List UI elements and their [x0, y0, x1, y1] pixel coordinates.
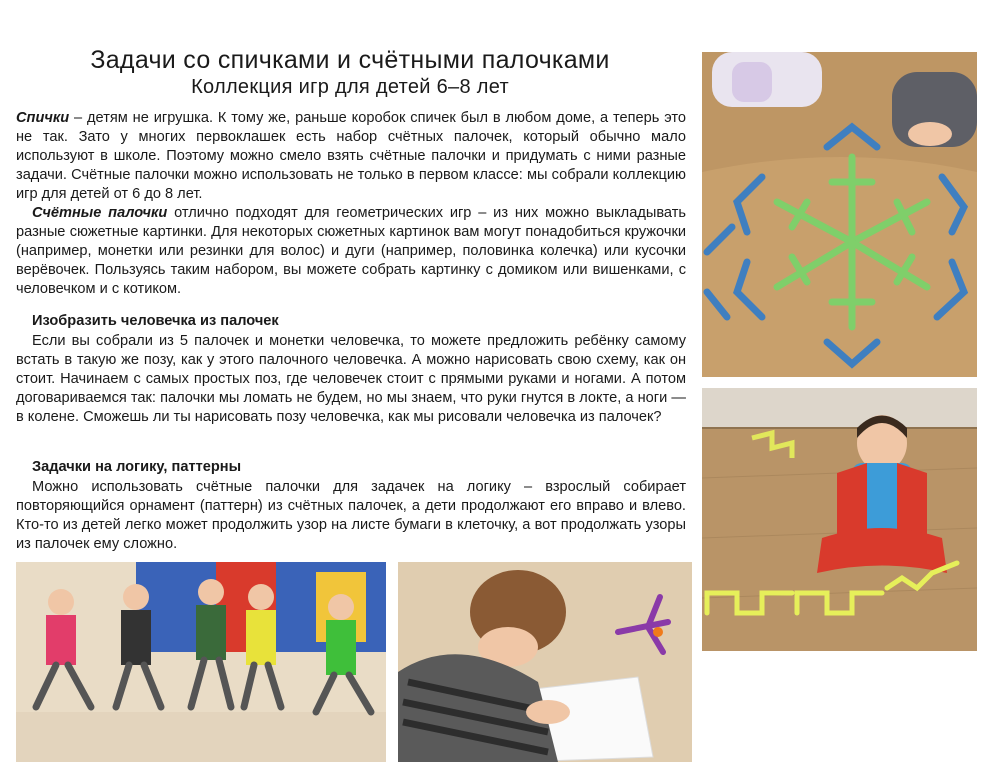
intro-lead-matches: Спички	[16, 110, 70, 126]
section2-heading: Задачки на логику, паттерны	[32, 459, 242, 475]
section2-text	[16, 478, 686, 554]
intro-text	[16, 109, 686, 299]
photo-boy-drawing	[398, 562, 692, 762]
section1-text	[16, 332, 686, 427]
section1-paragraph: Если вы собрали из 5 палочек и монетки человечка, то можете предложить ребёнку самому встать в такую же позу, как у этого палочного человечка. А можно нарисовать свою схему, как он стоит. Начинаем с самых простых поз, где человечек стоит с прямыми руками и ногами. А потом договариваемся так: палочки мы ломать не будем, но мы знаем, что руки гнутся в локте, а ноги — в колене. Сможешь ли ты нарисовать позу человечка, как мы рисовали человечка из палочек?	[16, 333, 686, 425]
photo-stick-snowflake	[702, 52, 977, 377]
intro-lead-sticks: Счётные палочки	[32, 205, 168, 221]
photo-boy-with-pattern	[702, 388, 977, 651]
intro-paragraph-1	[16, 109, 686, 204]
section1-heading: Изобразить человечка из палочек	[32, 313, 279, 329]
page-title: Задачи со спичками и счётными палочками	[90, 46, 610, 74]
section2-paragraph: Можно использовать счётные палочки для задачек на логику – взрослый собирает повторяющийся орнамент (паттерн) из счётных палочек, а дети продолжают его вправо и влево. Кто-то из детей легко может продолжить узор на листе бумаги в клеточку, а вот продолжать узоры из палочек ему сложно.	[16, 479, 686, 552]
intro-paragraph-2	[16, 204, 686, 299]
photo-children-posing	[16, 562, 386, 762]
intro-paragraph-2-body: отлично подходят для геометрических игр – из них можно выкладывать разные сюжетные картинки. Для некоторых сюжетных картинок вам могут понадобиться кружочки (например, монетки или резинки для волос) и дуги (например, половинка колечка) или кусочки верёвочек. Пользуясь таким набором, вы можете собрать картинку с домиком или вишенками, с человечком и с котиком.	[16, 205, 686, 297]
intro-paragraph-1-body: – детям не игрушка. К тому же, раньше коробок спичек был в любом доме, а теперь это не так. Зато у многих первоклашек есть набор счётных палочек, который обычно мало используют в школе. Поэтому можно смело взять счётные палочки и придумать с ними разные задачи. Счётные палочки можно использовать не только в первом классе: мы собрали коллекцию игр для детей от 6 до 8 лет.	[16, 110, 686, 202]
page-subtitle: Коллекция игр для детей 6–8 лет	[191, 76, 509, 98]
